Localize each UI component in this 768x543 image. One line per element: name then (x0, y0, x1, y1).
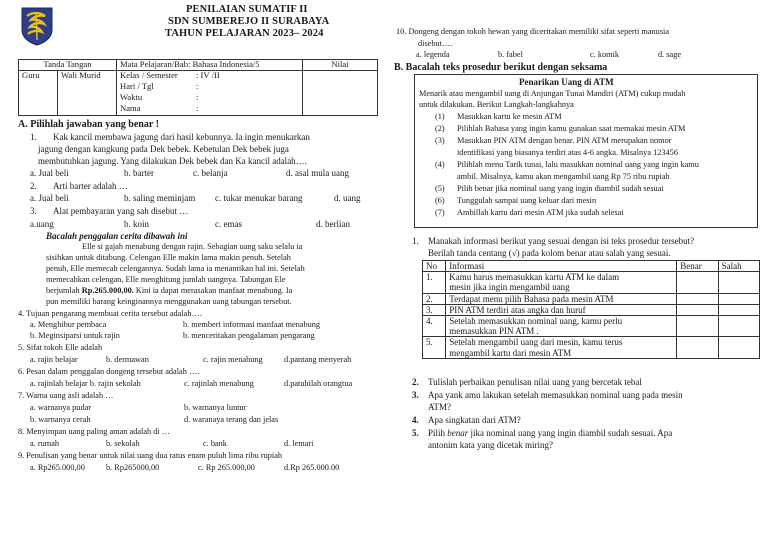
story-line-4: memecahkan celengan, Elle menghitung jumlah uangnya. Tabungan Ele (46, 275, 286, 284)
b4-number: 4. (412, 415, 419, 425)
q10-option-c[interactable]: c. komik (590, 50, 620, 59)
salah-cell[interactable] (718, 304, 759, 315)
q2-text: Arti barter adalah … (53, 181, 128, 191)
row-info-line-2: mengambil kartu dari mesin ATM (449, 347, 572, 358)
q7-option-b[interactable]: b. warnanya luntur (184, 403, 247, 412)
hari-colon: : (193, 82, 303, 93)
right-column (392, 0, 762, 543)
q5-option-c[interactable]: c. rajin menabung (203, 355, 263, 364)
step-text: Ambillah kartu dari mesin ATM jika sudah selesai (457, 208, 624, 217)
q2-number: 2. (30, 181, 37, 191)
q1-option-b[interactable]: b. barter (124, 168, 154, 178)
row-number: 4. (423, 316, 446, 337)
q8-option-d[interactable]: d. lemari (284, 439, 314, 448)
q1-line-1: Kak kancil membawa jagung dari hasil kebunnya. Ia ingin menukarkan (53, 132, 310, 142)
b3-number: 3. (412, 390, 419, 400)
row-info (446, 316, 677, 337)
q4-text: 4. Tujuan pengarang membuat cerita tersebut adalah…. (18, 309, 202, 318)
q1-option-a[interactable]: a. Jual beli (30, 168, 69, 178)
q5-text: 5. Sifat tokoh Elle adalah (18, 343, 103, 352)
row-info: Terdapat menu pilih Bahasa pada mesin ATM (446, 293, 677, 304)
section-b-title: B. Bacalah teks prosedur berikut dengan seksama (394, 62, 608, 73)
b5-number: 5. (412, 428, 419, 438)
step-text: Masukkan kartu ke mesin ATM (457, 112, 562, 121)
q9-option-d[interactable]: d.Rp 265.000.00 (284, 463, 340, 472)
salah-cell[interactable] (718, 272, 759, 293)
nama-label: Nama (117, 104, 194, 116)
q8-text: 8. Menyimpan uang paling aman adalah di … (18, 427, 171, 436)
story-line-3: penuh, Elle memecah celengannya. Sudah lama ia menantikan hal ini. Setelah (46, 264, 305, 273)
salah-cell[interactable] (718, 316, 759, 337)
waktu-label: Waktu (117, 93, 194, 104)
col-no-header: No (423, 261, 446, 272)
step-text: Tunggulah sampai uang keluar dari mesin (457, 196, 597, 205)
q8-option-b[interactable]: b. sekolah (106, 439, 140, 448)
section-a-title: A. Pilihlah jawaban yang benar ! (18, 119, 159, 130)
wali-murid-label: Wali Murid (58, 70, 117, 115)
row-number: 2. (423, 293, 446, 304)
q9-text: 9. Penulisan yang benar untuk nilai uang dua ratus enam puluh lima ribu rupiah (18, 451, 283, 460)
benar-cell[interactable] (677, 272, 718, 293)
atm-procedure-box (414, 74, 758, 228)
q2-option-c[interactable]: c. tukar menukar barang (215, 193, 303, 203)
q5-option-b[interactable]: b. dermawan (106, 355, 149, 364)
header-year: TAHUN PELAJARAN 2023– 2024 (165, 28, 324, 39)
step-number: (5) (435, 184, 445, 193)
b1-line-2: Berilah tanda centang (√) pada kolom benar atau salah yang sesuai. (428, 248, 671, 258)
row-number: 5. (423, 337, 446, 358)
story-line-5: berjumlah Rp.265.000,00. Kini ia dapat merasakan manfaat menabung. Ia (46, 286, 293, 295)
q4-option-c[interactable]: b. Meginsiparsi untuk rajin (30, 331, 120, 340)
q1-number: 1. (30, 132, 37, 142)
col-benar-header: Benar (677, 261, 718, 272)
q6-option-c[interactable]: c. rajinlah menabung (184, 379, 254, 388)
table-row (423, 304, 760, 315)
q4-option-a[interactable]: a. Menghibur pembaca (30, 320, 107, 329)
q9-option-b[interactable]: b. Rp265000,00 (106, 463, 160, 472)
q7-text: 7. Warna uang asli adalah … (18, 391, 114, 400)
q3-option-a[interactable]: a.uang (30, 219, 54, 229)
b5-post: jika nominal uang yang ingin diambil sudah sesuai. Apa (468, 428, 673, 438)
row-info-line-1: Kamu harus memasukkan kartu ATM ke dalam (449, 272, 620, 283)
b1-line-1: Manakah informasi berikut yang sesuai dengan isi teks prosedur tersebut? (428, 236, 695, 246)
table-header-row (423, 261, 760, 272)
q10-line-2: disebut…. (418, 39, 453, 48)
q3-number: 3. (30, 206, 37, 216)
story-line-6: pun memiliki barang keinginannya menggunakan uang tabungan tersebut. (46, 297, 292, 306)
mapel-label: Mata Pelajaran/Bab: Bahasa Indonesia/5 (117, 60, 303, 71)
step-text: Pilihlah menu Tarik tunai, lalu masukkan nominal uang yang ingin kamu (457, 160, 699, 169)
q6-option-d[interactable]: d.patuhilah orangtua (284, 379, 353, 388)
nama-colon: : (193, 104, 303, 116)
q9-option-a[interactable]: a. Rp265.000,00 (30, 463, 85, 472)
row-info (446, 272, 677, 293)
step-text: identifikasi yang biasanya terdiri atas 4-6 angka. Misalnya 123456 (457, 148, 678, 157)
guru-label: Guru (19, 70, 58, 115)
col-informasi-header: Informasi (446, 261, 677, 272)
waktu-colon: : (193, 93, 303, 104)
kelas-value: : IV /II (193, 70, 303, 82)
step-number: (1) (435, 112, 445, 121)
q3-text: Alat pembayaran yang sah disebut … (53, 206, 189, 216)
header-line-1: PENILAIAN SUMATIF II (186, 4, 308, 15)
row-number: 3. (423, 304, 446, 315)
left-column (18, 0, 378, 543)
q4-option-d[interactable]: b. menceritakan pengalaman pengarang (183, 331, 315, 340)
tanda-tangan-label: Tanda Tangan (19, 60, 117, 71)
step-text: Masukkan PIN ATM dengan benar. PIN ATM merupakan nomor (457, 136, 672, 145)
row-number: 1. (423, 272, 446, 293)
b3-line-1: Apa yank amu lakukan setelah memasukkan nominal uang pada mesin (428, 390, 683, 400)
salah-cell[interactable] (718, 293, 759, 304)
table-row (423, 316, 760, 337)
q10-line-1: 10. Dongeng dengan tokoh hewan yang diceritakan memiliki sifat seperti manusia (396, 27, 670, 36)
q1-option-c[interactable]: c. belanja (193, 168, 228, 178)
true-false-table (422, 260, 760, 359)
q1-line-3: membutuhkan jagung. Yang dilakukan Dek bebek dan Ka kancil adalah…. (38, 156, 307, 166)
q10-option-d[interactable]: d. sage (658, 50, 682, 59)
b2-text: Tulislah perbaikan penulisan nilai uang yang bercetak tebal (428, 377, 642, 387)
q2-option-b[interactable]: b. saling meminjam (124, 193, 196, 203)
benar-cell[interactable] (677, 293, 718, 304)
q7-option-c[interactable]: b. warnanya cerah (30, 415, 91, 424)
benar-cell[interactable] (677, 316, 718, 337)
q6-option-ab[interactable]: a. rajinlah belajar b. rajin sekolah (30, 379, 141, 388)
b5-pre: Pilih (428, 428, 448, 438)
step-text: Pilih benar jika nominal uang yang ingin diambil sudah sesuai (457, 184, 664, 193)
b5-line-2: antonim kata yang dicetak miring? (428, 440, 553, 450)
row-info-line-1: Setelah mengambil uang dari mesin, kamu terus (449, 337, 623, 348)
q9-option-c[interactable]: c. Rp 265.000,00 (198, 463, 255, 472)
q10-option-b[interactable]: b. fabel (498, 50, 523, 59)
b5-line-1 (428, 429, 672, 438)
identity-table (18, 59, 378, 116)
q4-option-b[interactable]: b. memberi informasi manfaat menabung (183, 320, 321, 329)
col-salah-header: Salah (718, 261, 759, 272)
row-info-line-1: Setelah memasukkan nominal uang, kamu perlu (449, 316, 623, 327)
nilai-label: Nilai (303, 60, 378, 71)
q10-option-a[interactable]: a. legenda (416, 50, 450, 59)
q7-option-d[interactable]: d. waranaya terang dan jelas (184, 415, 279, 424)
atm-intro-line-2: untuk dilakukan. Berikut Langkah-langkahnya (419, 100, 574, 109)
story-line-1: Elle si gajah menabung dengan rajin. Sebagian uang saku selalu ia (82, 242, 303, 251)
b3-line-2: ATM? (428, 402, 451, 412)
benar-cell[interactable] (677, 337, 718, 358)
nilai-box (303, 70, 378, 115)
step-text: ambil. Misalnya, kamu akan mengambil uang Rp 75 ribu rupiah (457, 172, 670, 181)
benar-cell[interactable] (677, 304, 718, 315)
b2-number: 2. (412, 377, 419, 387)
row-info: PIN ATM terdiri atas angka dan huruf (446, 304, 677, 315)
atm-title: Penarikan Uang di ATM (519, 77, 614, 87)
table-row (423, 337, 760, 358)
q2-option-d[interactable]: d. uang (334, 193, 361, 203)
b5-italic-word: benar (447, 428, 469, 438)
hari-label: Hari / Tgl (117, 82, 194, 93)
story-title: Bacalah penggalan cerita dibawah ini (46, 231, 188, 241)
story-line-2: sisihkan untuk ditabung. Celengan Elle makin lama makin penuh. Setelah (46, 253, 291, 262)
step-number: (3) (435, 136, 445, 145)
step-number: (7) (435, 208, 445, 217)
header-school: SDN SUMBEREJO II SURABAYA (168, 16, 330, 27)
q3-option-c[interactable]: c. emas (215, 219, 242, 229)
q7-option-a[interactable]: a. warnanya pudar (30, 403, 92, 412)
row-info-line-2: mesin jika ingin mengambil uang (449, 282, 570, 293)
q1-option-d[interactable]: d. asal mula uang (286, 168, 349, 178)
q3-option-b[interactable]: b. koin (124, 219, 150, 229)
q1-line-2: jagung dengan kangkung pada Dek bebek. Kebetulan Dek bebek juga (38, 144, 289, 154)
row-info-line-2: memasukkan PIN ATM . (449, 326, 539, 337)
kelas-label: Kelas / Semester (117, 70, 194, 82)
q5-option-d[interactable]: d.pantang menyerah (284, 355, 352, 364)
step-text: Pilihlah Bahasa yang ingin kamu gunakan saat memakai mesin ATM (457, 124, 686, 133)
step-number: (2) (435, 124, 445, 133)
step-number: (4) (435, 160, 445, 169)
atm-intro-line-1: Menarik atau mengambil uang di Anjungan Tunai Mandiri (ATM) cukup mudah (419, 89, 686, 98)
q6-text: 6. Pesan dalam penggalan dongeng tersebut adalah …. (18, 367, 200, 376)
q2-option-a[interactable]: a. Jual beli (30, 193, 69, 203)
row-info (446, 337, 677, 358)
table-row (423, 272, 760, 293)
surabaya-emblem-icon (20, 6, 54, 46)
q8-option-a[interactable]: a. rumah (30, 439, 60, 448)
step-number: (6) (435, 196, 445, 205)
table-row (423, 293, 760, 304)
q5-option-a[interactable]: a. rajin belajar (30, 355, 78, 364)
bold-money-amount: Rp.265.000,00. (81, 286, 134, 295)
q8-option-c[interactable]: c. bank (203, 439, 227, 448)
q3-option-d[interactable]: d. berlian (316, 219, 350, 229)
b4-text: Apa singkatan dari ATM? (428, 415, 521, 425)
b1-number: 1. (412, 236, 419, 246)
salah-cell[interactable] (718, 337, 759, 358)
